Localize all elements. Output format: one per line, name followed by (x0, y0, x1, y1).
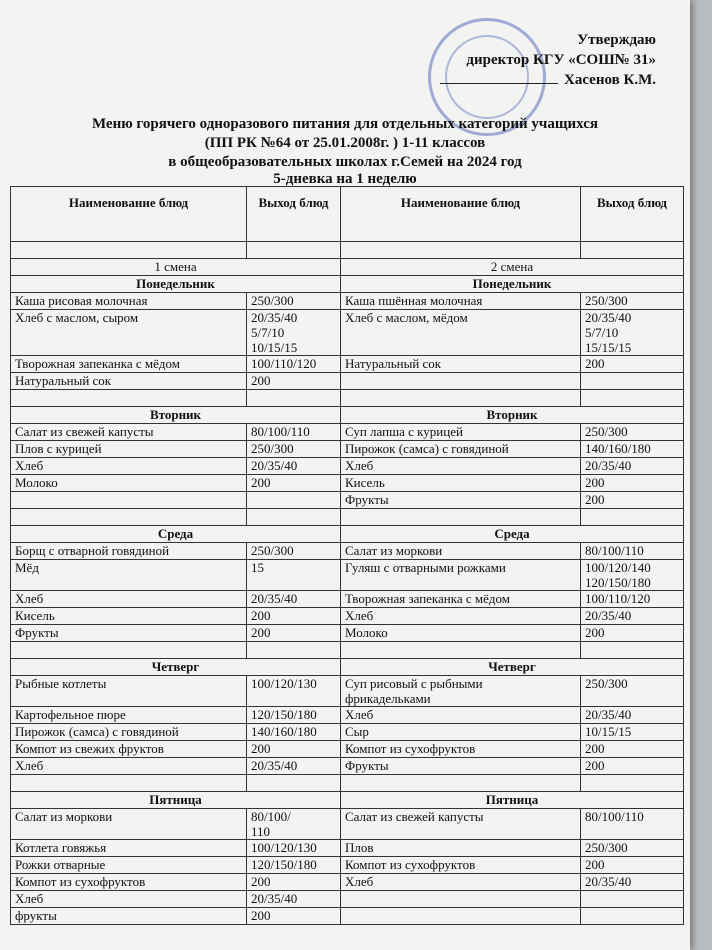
table-row (11, 492, 684, 509)
title-line-3: в общеобразовательных школах г.Семей на 2024 год (168, 154, 522, 170)
output-2-cell: 200 (581, 857, 684, 874)
table-row (11, 373, 684, 390)
dish-2-cell: Хлеб (341, 874, 581, 891)
dish-1-cell: Хлеб (11, 458, 247, 475)
table-row (11, 560, 684, 591)
dish-2-cell (341, 891, 581, 908)
table-row (11, 707, 684, 724)
day-row (11, 407, 684, 424)
dish-2-cell: Каша пшённая молочная (341, 293, 581, 310)
dish-2-cell: Кисель (341, 475, 581, 492)
table-row (11, 608, 684, 625)
table-row (11, 591, 684, 608)
dish-1-cell: фрукты (11, 908, 247, 925)
dish-1-cell: Котлета говяжья (11, 840, 247, 857)
dish-1-cell: Мёд (11, 560, 247, 591)
output-2-cell: 250/300 (581, 676, 684, 707)
dish-1-cell: Хлеб (11, 758, 247, 775)
dish-1-cell: Рыбные котлеты (11, 676, 247, 707)
day-name-shift-2: Четверг (341, 659, 684, 676)
dish-1-cell: Хлеб (11, 591, 247, 608)
dish-2-cell: Компот из сухофруктов (341, 857, 581, 874)
output-1-cell: 100/120/130 (247, 676, 341, 707)
day-name-shift-1: Среда (11, 526, 341, 543)
output-1-cell: 20/35/40 (247, 458, 341, 475)
output-1-cell: 100/110/120 (247, 356, 341, 373)
spacer-row (11, 775, 684, 792)
dish-1-cell: Компот из свежих фруктов (11, 741, 247, 758)
output-2-cell: 200 (581, 475, 684, 492)
output-2-cell: 80/100/110 (581, 809, 684, 840)
output-1-cell: 15 (247, 560, 341, 591)
table-row (11, 741, 684, 758)
dish-1-cell: Компот из сухофруктов (11, 874, 247, 891)
shift-2: 2 смена (341, 259, 684, 276)
table-row (11, 891, 684, 908)
output-2-cell: 200 (581, 492, 684, 509)
day-name-shift-1: Пятница (11, 792, 341, 809)
table-row (11, 724, 684, 741)
dish-2-cell: Салат из моркови (341, 543, 581, 560)
output-1-cell: 250/300 (247, 543, 341, 560)
output-1-cell: 200 (247, 908, 341, 925)
day-name-shift-1: Вторник (11, 407, 341, 424)
dish-2-cell: Фрукты (341, 758, 581, 775)
output-2-cell: 200 (581, 625, 684, 642)
header-dish-1: Наименование блюд (11, 187, 247, 242)
dish-1-cell: Рожки отварные (11, 857, 247, 874)
output-1-cell (247, 492, 341, 509)
table-row (11, 310, 684, 356)
approval-block (440, 30, 656, 90)
dish-2-cell: Пирожок (самса) с говядиной (341, 441, 581, 458)
header-output-2: Выход блюд (581, 187, 684, 242)
day-row (11, 659, 684, 676)
table-row (11, 908, 684, 925)
day-name-shift-2: Понедельник (341, 276, 684, 293)
menu-body (11, 276, 684, 925)
output-2-cell (581, 891, 684, 908)
dish-2-cell (341, 908, 581, 925)
dish-2-cell: Хлеб с маслом, мёдом (341, 310, 581, 356)
header-row (11, 187, 684, 242)
day-row (11, 526, 684, 543)
dish-1-cell: Творожная запеканка с мёдом (11, 356, 247, 373)
title-line-2: (ПП РК №64 от 25.01.2008г. ) 1-11 классов (204, 135, 486, 151)
output-1-cell: 250/300 (247, 441, 341, 458)
output-2-cell: 80/100/110 (581, 543, 684, 560)
output-2-cell (581, 908, 684, 925)
approval-name: Хасенов К.М. (564, 72, 656, 88)
output-2-cell: 200 (581, 356, 684, 373)
table-row (11, 625, 684, 642)
output-1-cell: 20/35/40 (247, 758, 341, 775)
output-2-cell: 20/35/40 (581, 874, 684, 891)
dish-2-cell: Хлеб (341, 608, 581, 625)
output-1-cell: 20/35/40 (247, 891, 341, 908)
spacer-row (11, 242, 684, 259)
dish-1-cell: Хлеб (11, 891, 247, 908)
table-row (11, 874, 684, 891)
spacer-row (11, 509, 684, 526)
dish-1-cell: Борщ с отварной говядиной (11, 543, 247, 560)
output-2-cell: 20/35/40 (581, 608, 684, 625)
output-2-cell: 250/300 (581, 840, 684, 857)
approval-position: директор КГУ «СОШ№ 31» (466, 52, 656, 68)
output-1-cell: 200 (247, 373, 341, 390)
dish-1-cell (11, 492, 247, 509)
day-name-shift-2: Вторник (341, 407, 684, 424)
signature-line (440, 83, 558, 84)
table-row (11, 543, 684, 560)
dish-2-cell: Сыр (341, 724, 581, 741)
dish-2-cell: Молоко (341, 625, 581, 642)
output-1-cell: 120/150/180 (247, 707, 341, 724)
dish-1-cell: Молоко (11, 475, 247, 492)
dish-2-cell: Суп лапша с курицей (341, 424, 581, 441)
table-row (11, 857, 684, 874)
dish-1-cell: Пирожок (самса) с говядиной (11, 724, 247, 741)
output-2-cell: 250/300 (581, 424, 684, 441)
table-row (11, 840, 684, 857)
dish-2-cell: Салат из свежей капусты (341, 809, 581, 840)
shift-1: 1 смена (11, 259, 341, 276)
output-2-cell: 20/35/40 5/7/10 15/15/15 (581, 310, 684, 356)
table-row (11, 809, 684, 840)
output-2-cell: 10/15/15 (581, 724, 684, 741)
output-1-cell: 250/300 (247, 293, 341, 310)
table-row (11, 676, 684, 707)
output-1-cell: 80/100/110 (247, 424, 341, 441)
day-name-shift-2: Пятница (341, 792, 684, 809)
output-2-cell: 200 (581, 758, 684, 775)
day-row (11, 792, 684, 809)
output-1-cell: 200 (247, 741, 341, 758)
dish-2-cell (341, 373, 581, 390)
output-1-cell: 80/100/ 110 (247, 809, 341, 840)
output-1-cell: 100/120/130 (247, 840, 341, 857)
output-2-cell: 250/300 (581, 293, 684, 310)
day-name-shift-1: Понедельник (11, 276, 341, 293)
output-1-cell: 140/160/180 (247, 724, 341, 741)
day-row (11, 276, 684, 293)
dish-2-cell: Хлеб (341, 458, 581, 475)
table-row (11, 424, 684, 441)
dish-1-cell: Салат из моркови (11, 809, 247, 840)
dish-1-cell: Картофельное пюре (11, 707, 247, 724)
output-1-cell: 20/35/40 5/7/10 10/15/15 (247, 310, 341, 356)
header-dish-2: Наименование блюд (341, 187, 581, 242)
dish-2-cell: Фрукты (341, 492, 581, 509)
title-line-1: Меню горячего одноразового питания для отдельных категорий учащихся (91, 116, 599, 132)
dish-1-cell: Плов с курицей (11, 441, 247, 458)
output-1-cell: 200 (247, 874, 341, 891)
output-2-cell: 100/120/140 120/150/180 (581, 560, 684, 591)
table-row (11, 441, 684, 458)
day-name-shift-1: Четверг (11, 659, 341, 676)
dish-1-cell: Кисель (11, 608, 247, 625)
header-output-1: Выход блюд (247, 187, 341, 242)
output-2-cell: 200 (581, 741, 684, 758)
output-1-cell: 20/35/40 (247, 591, 341, 608)
day-name-shift-2: Среда (341, 526, 684, 543)
output-2-cell: 140/160/180 (581, 441, 684, 458)
dish-1-cell: Фрукты (11, 625, 247, 642)
output-1-cell: 200 (247, 475, 341, 492)
output-2-cell: 20/35/40 (581, 707, 684, 724)
approval-heading: Утверждаю (577, 32, 656, 48)
dish-2-cell: Плов (341, 840, 581, 857)
table-row (11, 356, 684, 373)
dish-2-cell: Суп рисовый с рыбными фрикадельками (341, 676, 581, 707)
spacer-row (11, 390, 684, 407)
dish-1-cell: Каша рисовая молочная (11, 293, 247, 310)
output-1-cell: 200 (247, 625, 341, 642)
dish-1-cell: Натуральный сок (11, 373, 247, 390)
table-row (11, 758, 684, 775)
dish-2-cell: Хлеб (341, 707, 581, 724)
menu-table (10, 186, 684, 925)
output-2-cell (581, 373, 684, 390)
output-2-cell: 100/110/120 (581, 591, 684, 608)
table-row (11, 293, 684, 310)
output-1-cell: 120/150/180 (247, 857, 341, 874)
title-line-4: 5-дневка на 1 неделю (273, 171, 417, 187)
output-2-cell: 20/35/40 (581, 458, 684, 475)
output-1-cell: 200 (247, 608, 341, 625)
table-row (11, 475, 684, 492)
shift-row (11, 259, 684, 276)
spacer-row (11, 642, 684, 659)
dish-2-cell: Гуляш с отварными рожками (341, 560, 581, 591)
dish-2-cell: Натуральный сок (341, 356, 581, 373)
dish-2-cell: Компот из сухофруктов (341, 741, 581, 758)
table-row (11, 458, 684, 475)
dish-1-cell: Хлеб с маслом, сыром (11, 310, 247, 356)
dish-1-cell: Салат из свежей капусты (11, 424, 247, 441)
dish-2-cell: Творожная запеканка с мёдом (341, 591, 581, 608)
